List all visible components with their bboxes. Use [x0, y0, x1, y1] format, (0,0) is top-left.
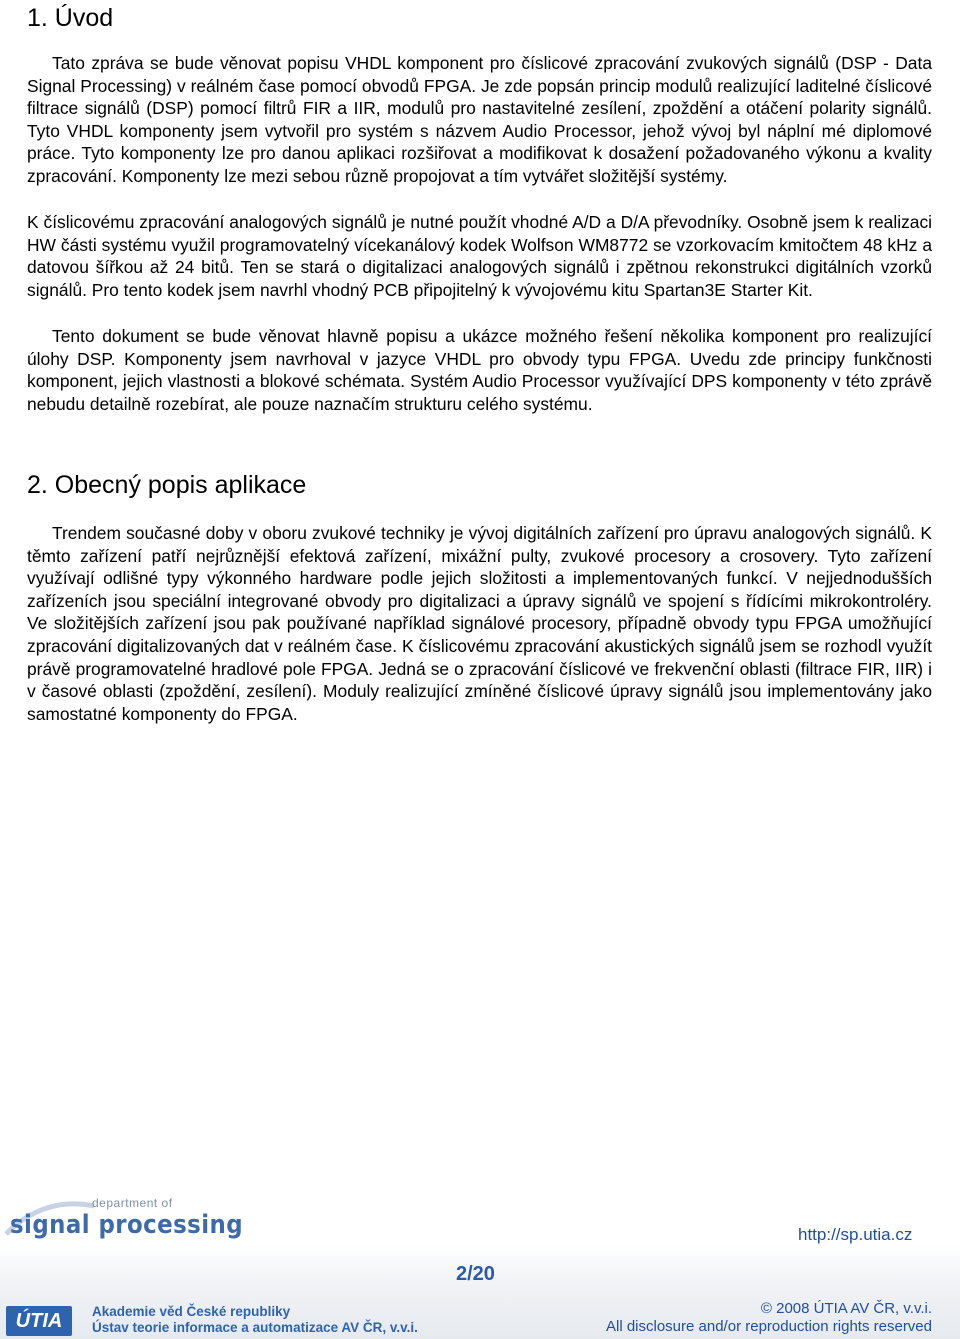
section-heading-intro: 1. Úvod [27, 4, 114, 32]
dsp-name: signal processing [10, 1210, 244, 1240]
website-link[interactable]: http://sp.utia.cz [798, 1225, 913, 1244]
paragraph-general-1: Trendem současné doby v oboru zvukové techniky je vývoj digitálních zařízení pro úpravu analogových signálů. K těmto zařízení patří nejrůznější efektová zařízení, mixážní pulty, zvukové procesory a crosovery. Tyto zařízení využívají odlišné typy výkonného hardware podle jejich složitosti a implementovaných funkcí. V nejjednodušších zařízeních jsou speciální integrované obvody pro digitalizaci a úpravy signálů ve spojení s řídícími mikrokontroléry. Ve složitějších zařízení jsou pak používané například signálové procesory, případně obvody typu FPGA umožňující zpracování digitalizovaných dat v reálném čase. K číslicovému zpracování akustických signálů jsem se rozhodl využít právě programovatelné hradlové pole FPGA. Jedná se o zpracování číslicové ve frekvenční oblasti (filtrace FIR, IIR) i v časové oblasti (zpoždění, zesílení). Moduly realizující zmíněné číslicové úpravy signálů jsou implementovány jako samostatné komponenty do FPGA. [27, 523, 932, 724]
copyright-notice: © 2008 ÚTIA AV ČR, v.v.i. [760, 1300, 932, 1317]
paragraph-intro-3: Tento dokument se bude věnovat hlavně popisu a ukázce možného řešení několika komponent pro realizující úlohy DSP. Komponenty jsem navrhoval v jazyce VHDL pro obvody typu FPGA. Uvedu zde principy funkčnosti komponent, jejich vlastnosti a blokové schémata. Systém Audio Processor využívající DPS komponenty v této zprávě nebudu detailně rozebírat, ale pouze naznačím strukturu celého systému. [27, 326, 932, 414]
institute-name: Ústav teorie informace a automatizace AV ČR, v.v.i. [92, 1320, 418, 1335]
utia-logo: ÚTIA [6, 1306, 72, 1336]
paragraph-intro-1: Tato zpráva se bude věnovat popisu VHDL komponent pro číslicové zpracování zvukových signálů (DSP - Data Signal Processing) v reálném čase pomocí obvodů FPGA. Je zde popsán princip modulů realizující laditelné číslicové filtrace signálů (DSP) pomocí filtrů FIR a IIR, modulů pro nastavitelné zesílení, zpoždění a otáčení polarity signálů. Tyto VHDL komponenty jsem vytvořil pro systém s názvem Audio Processor, jehož vývoj byl náplní mé diplomové práce. Tyto komponenty lze pro danou aplikaci rozšiřovat a modifikovat k dosažení požadovaného výkonu a kvality zpracování. Komponenty lze mezi sebou různě propojovat a tím vytvářet složitější systémy. [27, 53, 932, 186]
academy-name: Akademie věd České republiky [92, 1304, 291, 1319]
paragraph-intro-2: K číslicovému zpracování analogových signálů je nutné použít vhodné A/D a D/A převodníky. Osobně jsem k realizaci HW části systému využil programovatelný vícekanálový kodek Wolfson WM8772 se vzorkovacím kmitočtem 48 kHz a datovou šířkou až 24 bitů. Ten se stará o digitalizaci analogových signálů i zpětnou rekonstrukci digitálních vzorků signálů. Pro tento kodek jsem navrhl vhodný PCB připojitelný k vývojovému kitu Spartan3E Starter Kit. [27, 212, 932, 300]
page-footer [0, 1190, 960, 1339]
dsp-dept-label: department of [92, 1196, 173, 1210]
rights-notice: All disclosure and/or reproduction rights reserved [606, 1318, 932, 1335]
dsp-logo [4, 1194, 244, 1240]
section-heading-general: 2. Obecný popis aplikace [27, 471, 307, 499]
page-number: 2/20 [456, 1263, 495, 1285]
